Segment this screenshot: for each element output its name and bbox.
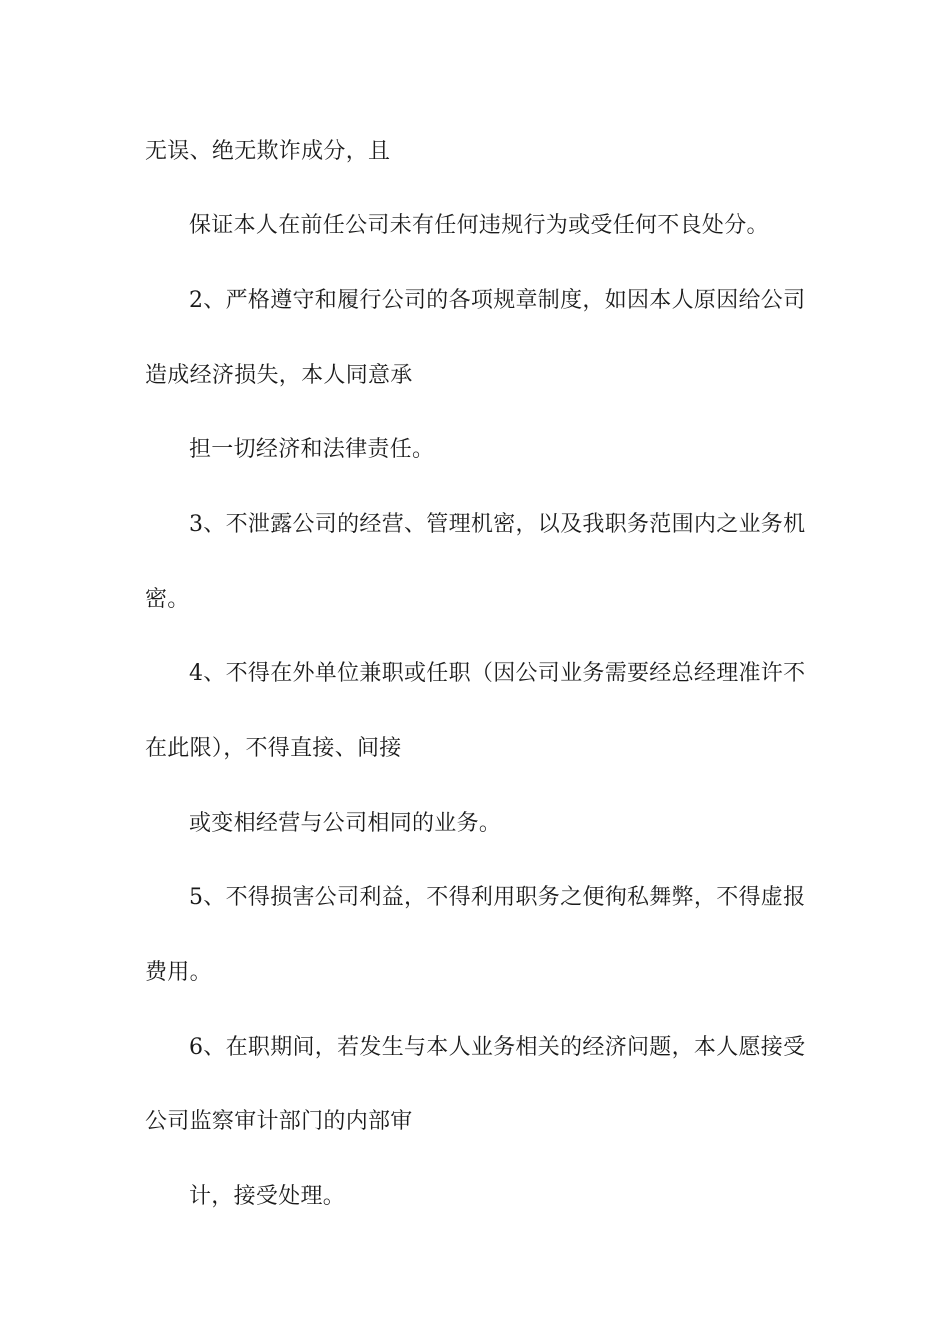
text-line-2: 保证本人在前任公司未有任何违规行为或受任何不良处分。 <box>189 213 769 238</box>
text-line-14: 公司监察审计部门的内部审 <box>145 1109 413 1134</box>
text-line-12: 费用。 <box>145 960 212 985</box>
text-line-8: 4、不得在外单位兼职或任职（因公司业务需要经总经理准许不 <box>189 661 806 686</box>
text-line-13: 6、在职期间，若发生与本人业务相关的经济问题，本人愿接受 <box>189 1035 806 1060</box>
text-line-3: 2、严格遵守和履行公司的各项规章制度，如因本人原因给公司 <box>189 288 806 313</box>
text-line-1: 无误、绝无欺诈成分，且 <box>145 139 391 164</box>
text-line-5: 担一切经济和法律责任。 <box>189 437 435 462</box>
text-line-11: 5、不得损害公司利益，不得利用职务之便徇私舞弊，不得虚报 <box>189 885 806 910</box>
text-line-10: 或变相经营与公司相同的业务。 <box>189 811 502 836</box>
text-line-4: 造成经济损失，本人同意承 <box>145 363 413 388</box>
text-line-15: 计，接受处理。 <box>189 1184 346 1209</box>
text-line-7: 密。 <box>145 587 190 612</box>
text-line-9: 在此限），不得直接、间接 <box>145 736 402 761</box>
text-line-6: 3、不泄露公司的经营、管理机密，以及我职务范围内之业务机 <box>189 512 806 537</box>
